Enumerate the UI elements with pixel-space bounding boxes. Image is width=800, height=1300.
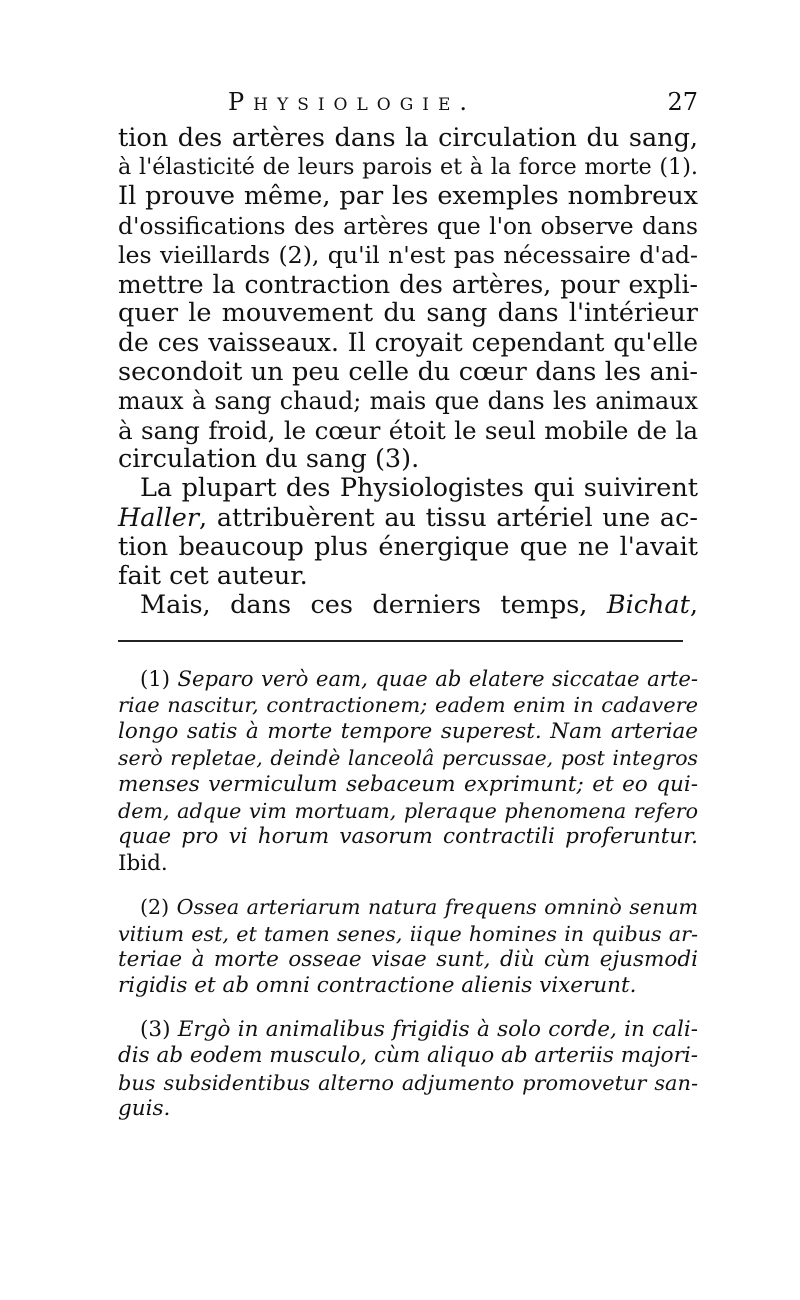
footnote-line [118,894,698,920]
footnote-line: teriae à morte osseae visae sunt, diù cùm ejusmodi [118,947,698,973]
footnote-number: (2) [140,895,170,920]
body-line-bichat: Mais, dans ces derniers temps, Bichat, [140,590,698,621]
footnote-source: Ibid. [118,850,168,876]
body-line: fait cet auteur. [118,561,308,592]
footnote-rule [118,640,683,642]
footnote-line: longo satis à morte tempore superest. Nam arteriae [118,718,698,744]
footnote-text: Ergò in animalibus frigidis à solo corde, in cali- [177,1016,698,1042]
footnote-line: serò repletae, deindè lanceolâ percussae, post integros [118,746,698,771]
footnote-2 [118,894,698,1000]
running-title: Physiologie. [228,88,477,116]
body-line: maux à sang chaud; mais que dans les animaux [118,386,698,415]
footnote-number: (3) [140,1016,171,1042]
footnote-line: menses vermiculum sebaceum exprimunt; et eo qui- [118,771,698,797]
footnote-number: (1) [140,666,170,691]
body-line-haller: Haller, attribuèrent au tissu artériel une ac- [118,502,698,533]
footnote-line [118,666,698,692]
footnote-line: bus subsidentibus alterno adjumento promovetur san- [118,1070,698,1095]
body-line: les vieillards (2), qu'il n'est pas nécessaire d'ad- [118,240,698,269]
footnote-line: dem, adque vim mortuam, pleraque phenomena refero [118,799,698,824]
body-line: circulation du sang (3). [118,444,420,475]
running-head [118,88,698,122]
footnotes [118,666,698,1140]
body-line: quer le mouvement du sang dans l'intérieur [118,298,698,329]
body-text [118,124,698,620]
footnote-text: Ossea arteriarum natura frequens omninò senum [176,895,699,920]
footnote-line: vitium est, et tamen senes, iique homines in quibus ar- [118,921,698,946]
footnote-1 [118,666,698,877]
body-line: à l'élasticité de leurs parois et à la force morte (1). [118,154,698,181]
footnote-line: riae nascitur, contractionem; eadem enim in cadavere [118,693,698,718]
body-line: de ces vaisseaux. Il croyait cependant qu'elle [118,328,698,358]
proper-name: Haller [118,502,200,533]
proper-name: Bichat [606,590,690,621]
body-line: Il prouve même, par les exemples nombreux [118,181,698,212]
body-line: tion beaucoup plus énergique que ne l'avait [118,531,698,562]
body-line: secondoit un peu celle du cœur dans les ani- [118,356,698,387]
footnote-line: dis ab eodem musculo, cùm aliquo ab arteriis majori- [118,1043,699,1069]
body-line: La plupart des Physiologistes qui suivirent [140,473,698,504]
footnote-line [118,1017,698,1043]
footnote-line: guis. [118,1096,171,1122]
body-line: à sang froid, le cœur étoit le seul mobile de la [118,416,698,446]
footnote-3 [118,1017,698,1123]
footnote-line: quae pro vi horum vasorum contractili proferuntur. [118,824,698,850]
body-line: d'ossifications des artères que l'on observe dans [118,211,698,240]
page-number: 27 [667,88,698,116]
body-line: tion des artères dans la circulation du sang, [118,123,698,153]
footnote-text: Separo verò eam, quae ab elatere siccatae arte- [177,666,698,691]
body-line: mettre la contraction des artères, pour expli- [118,270,698,300]
footnote-line: rigidis et ab omni contractione alienis vixerunt. [118,973,637,999]
